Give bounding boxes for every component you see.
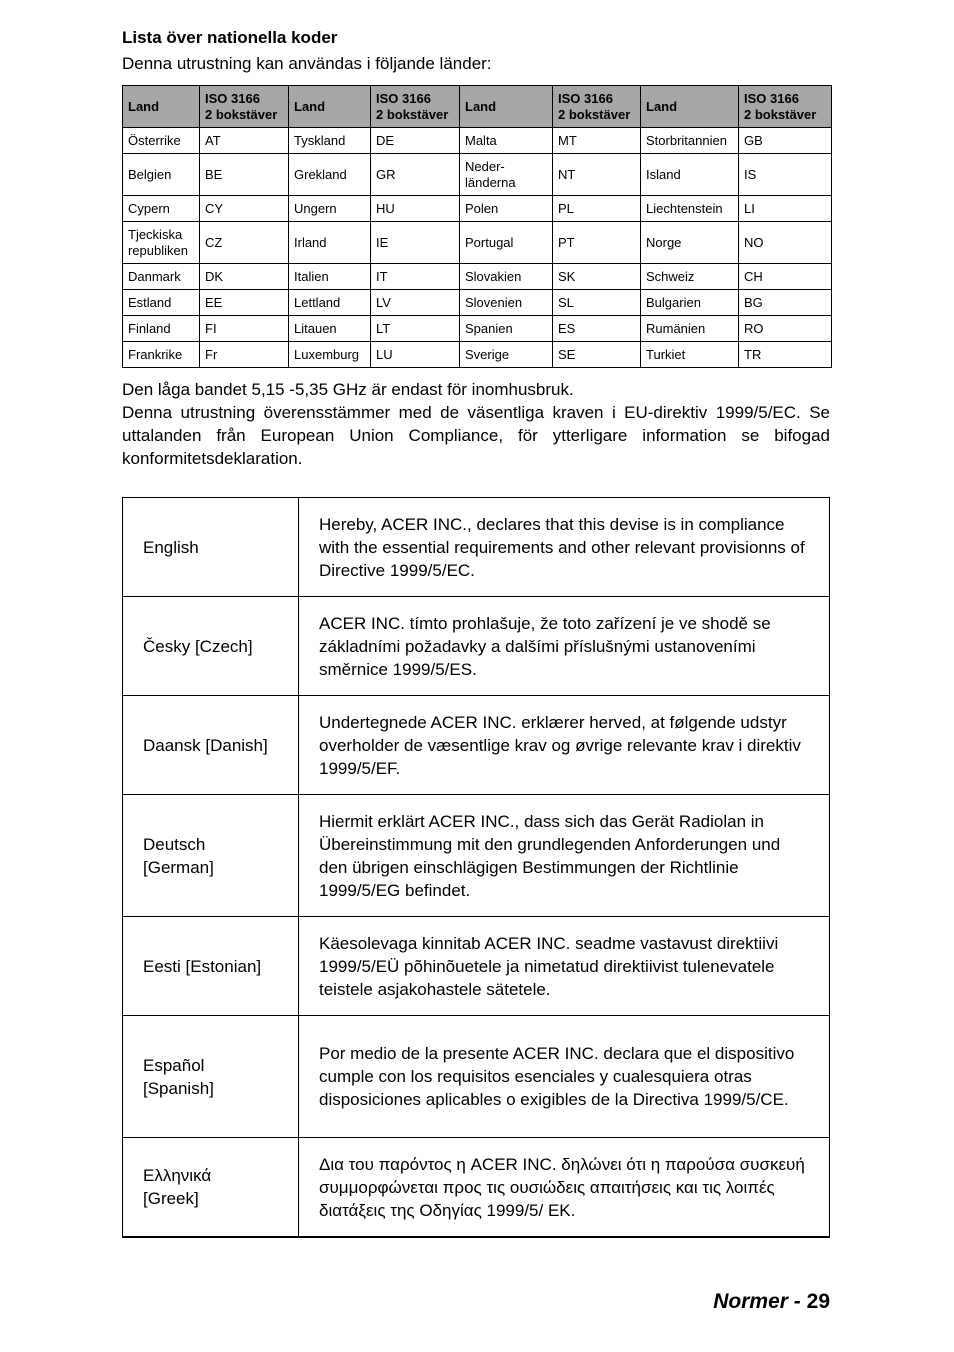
declaration-language: Deutsch [German]: [123, 795, 299, 917]
country-cell: Ungern: [289, 196, 371, 222]
country-cell: Bulgarien: [641, 290, 739, 316]
country-cell: Grekland: [289, 154, 371, 196]
country-cell: Danmark: [123, 264, 200, 290]
declaration-text: Käesolevaga kinnitab ACER INC. seadme vastavust direktiivi 1999/5/EÜ põhinõuetele ja nimetatud direktiivist tulenevatele teistele asjakohastele sätetele.: [299, 917, 830, 1016]
code-cell: TR: [739, 342, 832, 368]
indoor-use-note: Den låga bandet 5,15 -5,35 GHz är endast för inomhusbruk.: [122, 380, 574, 399]
header-iso: ISO 3166 2 bokstäver: [200, 86, 289, 128]
header-land: Land: [123, 86, 200, 128]
header-iso: ISO 3166 2 bokstäver: [739, 86, 832, 128]
country-cell: Luxemburg: [289, 342, 371, 368]
country-cell: Tyskland: [289, 128, 371, 154]
code-cell: SK: [553, 264, 641, 290]
country-cell: Slovenien: [460, 290, 553, 316]
intro-text: Denna utrustning kan användas i följande länder:: [122, 54, 492, 73]
header-iso: ISO 3166 2 bokstäver: [371, 86, 460, 128]
declarations-table: [122, 497, 830, 1238]
code-cell: AT: [200, 128, 289, 154]
country-cell: Neder- länderna: [460, 154, 553, 196]
code-cell: DK: [200, 264, 289, 290]
declaration-row: [123, 1138, 830, 1238]
country-cell: Rumänien: [641, 316, 739, 342]
country-cell: Irland: [289, 222, 371, 264]
header-land: Land: [289, 86, 371, 128]
code-cell: LT: [371, 316, 460, 342]
declaration-language: Eesti [Estonian]: [123, 917, 299, 1016]
declaration-row: [123, 795, 830, 917]
code-cell: IT: [371, 264, 460, 290]
code-cell: GB: [739, 128, 832, 154]
page-number: 29: [806, 1290, 830, 1313]
code-cell: SE: [553, 342, 641, 368]
declaration-language: Daansk [Danish]: [123, 696, 299, 795]
code-cell: ES: [553, 316, 641, 342]
country-cell: Malta: [460, 128, 553, 154]
country-cell: Storbritannien: [641, 128, 739, 154]
table-row: [123, 316, 832, 342]
declaration-text: Δια του παρόντος η ACER INC. δηλώνει ότι η παρούσα συσκευή συμμορφώνεται προς τις ουσιώδεις απαιτήσεις και τις λοιπές διατάξεις της Οδηγίας 1999/5/ ΕΚ.: [299, 1138, 830, 1238]
country-codes-table: [122, 85, 832, 368]
code-cell: SL: [553, 290, 641, 316]
declaration-text: ACER INC. tímto prohlašuje, že toto zařízení je ve shodě se základními požadavky a dalšími příslušnými ustanoveními směrnice 1999/5/ES.: [299, 597, 830, 696]
declaration-language: Español [Spanish]: [123, 1016, 299, 1138]
country-cell: Finland: [123, 316, 200, 342]
declaration-text: Hiermit erklärt ACER INC., dass sich das Gerät Radiolan in Übereinstimmung mit den grundlegenden Anforderungen und den übrigen einschlägigen Bestimmungen der Richtlinie 1999/5/EG befindet.: [299, 795, 830, 917]
country-cell: Tjeckiska republiken: [123, 222, 200, 264]
country-cell: Portugal: [460, 222, 553, 264]
code-cell: EE: [200, 290, 289, 316]
table-row: [123, 128, 832, 154]
code-cell: LI: [739, 196, 832, 222]
code-cell: CY: [200, 196, 289, 222]
header-iso: ISO 3166 2 bokstäver: [553, 86, 641, 128]
declaration-row: [123, 917, 830, 1016]
table-row: [123, 154, 832, 196]
country-cell: Frankrike: [123, 342, 200, 368]
code-cell: NO: [739, 222, 832, 264]
table-row: [123, 342, 832, 368]
code-cell: PL: [553, 196, 641, 222]
country-cell: Litauen: [289, 316, 371, 342]
compliance-paragraph: Denna utrustning överensstämmer med de väsentliga kraven i EU-direktiv 1999/5/EC. Se uttalanden från European Union Compliance, för ytterligare information se bifogad konformitetsdeklaration.: [122, 403, 830, 468]
code-cell: IS: [739, 154, 832, 196]
table-row: [123, 264, 832, 290]
footer-section: Normer -: [713, 1290, 801, 1313]
page-footer: [713, 1290, 830, 1314]
code-cell: FI: [200, 316, 289, 342]
country-cell: Sverige: [460, 342, 553, 368]
country-cell: Lettland: [289, 290, 371, 316]
table-row: [123, 196, 832, 222]
table-row: [123, 222, 832, 264]
country-cell: Island: [641, 154, 739, 196]
country-cell: Estland: [123, 290, 200, 316]
code-cell: RO: [739, 316, 832, 342]
code-cell: DE: [371, 128, 460, 154]
code-cell: LU: [371, 342, 460, 368]
code-cell: HU: [371, 196, 460, 222]
code-cell: MT: [553, 128, 641, 154]
country-cell: Liechtenstein: [641, 196, 739, 222]
country-cell: Schweiz: [641, 264, 739, 290]
code-cell: PT: [553, 222, 641, 264]
declaration-text: Undertegnede ACER INC. erklærer herved, at følgende udstyr overholder de væsentlige krav og øvrige relevante krav i direktiv 1999/5/EF.: [299, 696, 830, 795]
code-cell: LV: [371, 290, 460, 316]
declaration-row: [123, 696, 830, 795]
country-cell: Slovakien: [460, 264, 553, 290]
declaration-row: [123, 597, 830, 696]
table-row: [123, 290, 832, 316]
country-cell: Norge: [641, 222, 739, 264]
code-cell: CZ: [200, 222, 289, 264]
declaration-text: Hereby, ACER INC., declares that this devise is in compliance with the essential requirements and other relevant provisionns of Directive 1999/5/EC.: [299, 498, 830, 597]
header-land: Land: [460, 86, 553, 128]
code-cell: Fr: [200, 342, 289, 368]
declaration-language: English: [123, 498, 299, 597]
declaration-text: Por medio de la presente ACER INC. declara que el dispositivo cumple con los requisitos esenciales y cualesquiera otras disposiciones aplicables o exigibles de la Directiva 1999/5/CE.: [299, 1016, 830, 1138]
header-land: Land: [641, 86, 739, 128]
declaration-row: [123, 1016, 830, 1138]
country-cell: Spanien: [460, 316, 553, 342]
code-cell: CH: [739, 264, 832, 290]
country-cell: Polen: [460, 196, 553, 222]
declaration-language: Česky [Czech]: [123, 597, 299, 696]
code-cell: BE: [200, 154, 289, 196]
code-cell: IE: [371, 222, 460, 264]
country-cell: Italien: [289, 264, 371, 290]
country-cell: Turkiet: [641, 342, 739, 368]
declaration-language: Ελληνικά [Greek]: [123, 1138, 299, 1238]
country-cell: Cypern: [123, 196, 200, 222]
country-cell: Österrike: [123, 128, 200, 154]
codes-header-row: [123, 86, 832, 128]
page-heading: Lista över nationella koder: [122, 28, 338, 47]
code-cell: BG: [739, 290, 832, 316]
code-cell: GR: [371, 154, 460, 196]
declaration-row: [123, 498, 830, 597]
code-cell: NT: [553, 154, 641, 196]
country-cell: Belgien: [123, 154, 200, 196]
